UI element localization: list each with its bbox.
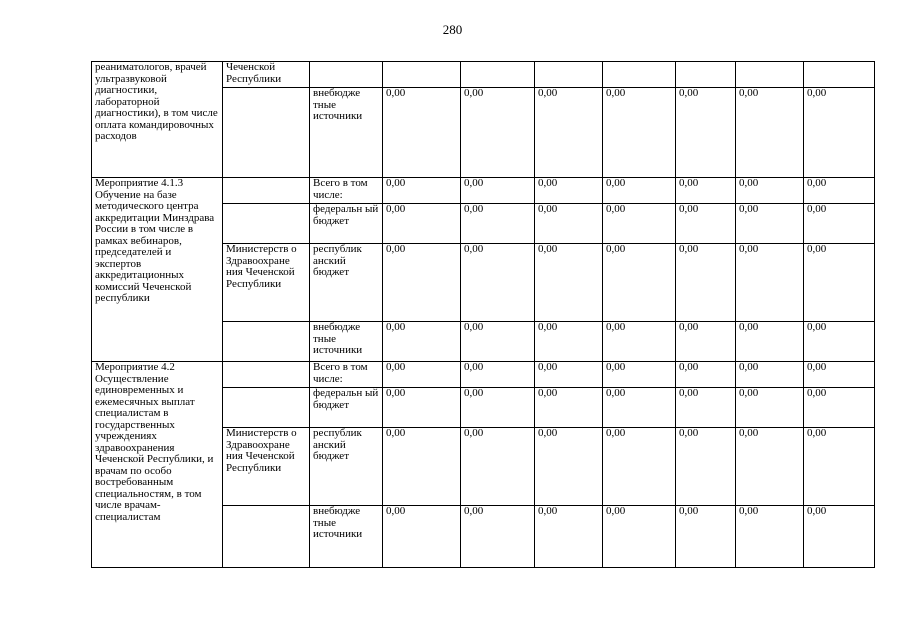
source-cell: Всего в том числе: (310, 178, 383, 204)
amount-cell: 0,00 (603, 388, 676, 428)
amount-cell: 0,00 (736, 362, 804, 388)
amount-cell: 0,00 (603, 178, 676, 204)
amount-cell: 0,00 (535, 506, 603, 568)
amount-cell: 0,00 (461, 178, 535, 204)
executor-cell: Министерств о Здравоохране ния Чеченской Республики (223, 428, 310, 506)
event-name-cell: реаниматологов, врачей ультразвуковой диагностики, лабораторной диагностики), в том числе оплата командировочных расходов (92, 62, 223, 178)
executor-cell (223, 178, 310, 204)
amount-cell: 0,00 (603, 204, 676, 244)
amount-cell: 0,00 (461, 244, 535, 322)
amount-cell (383, 62, 461, 88)
source-cell (310, 62, 383, 88)
amount-cell: 0,00 (676, 428, 736, 506)
amount-cell: 0,00 (676, 388, 736, 428)
executor-cell: Министерств о Здравоохране ния Чеченской Республики (223, 244, 310, 322)
amount-cell: 0,00 (736, 244, 804, 322)
amount-cell (603, 62, 676, 88)
amount-cell: 0,00 (676, 204, 736, 244)
amount-cell: 0,00 (383, 178, 461, 204)
source-cell: республик анский бюджет (310, 244, 383, 322)
amount-cell: 0,00 (804, 178, 875, 204)
amount-cell: 0,00 (461, 204, 535, 244)
amount-cell: 0,00 (535, 178, 603, 204)
amount-cell: 0,00 (383, 362, 461, 388)
amount-cell: 0,00 (804, 428, 875, 506)
amount-cell: 0,00 (383, 88, 461, 178)
amount-cell: 0,00 (603, 322, 676, 362)
amount-cell: 0,00 (383, 388, 461, 428)
amount-cell: 0,00 (676, 362, 736, 388)
amount-cell: 0,00 (535, 88, 603, 178)
amount-cell: 0,00 (535, 388, 603, 428)
budget-table (91, 61, 875, 568)
amount-cell: 0,00 (603, 506, 676, 568)
amount-cell: 0,00 (804, 388, 875, 428)
source-cell: Всего в том числе: (310, 362, 383, 388)
event-name-cell: Мероприятие 4.2 Осуществление единовременных и ежемесячных выплат специалистам в государственных учреждениях здравоохранения Чеченской Республики, и врачам по особо востребованным специальностям, в том числе врачам-специалистам (92, 362, 223, 568)
table-row (92, 362, 875, 388)
amount-cell: 0,00 (676, 178, 736, 204)
amount-cell: 0,00 (603, 88, 676, 178)
page-number: 280 (442, 22, 463, 37)
amount-cell: 0,00 (736, 322, 804, 362)
amount-cell: 0,00 (603, 244, 676, 322)
source-cell: внебюдже тные источники (310, 506, 383, 568)
amount-cell: 0,00 (535, 322, 603, 362)
source-cell: внебюдже тные источники (310, 88, 383, 178)
executor-cell (223, 204, 310, 244)
source-cell: республик анский бюджет (310, 428, 383, 506)
amount-cell: 0,00 (535, 362, 603, 388)
amount-cell: 0,00 (804, 322, 875, 362)
amount-cell: 0,00 (461, 322, 535, 362)
executor-cell: Чеченской Республики (223, 62, 310, 88)
amount-cell: 0,00 (736, 388, 804, 428)
amount-cell: 0,00 (535, 428, 603, 506)
amount-cell: 0,00 (383, 322, 461, 362)
amount-cell: 0,00 (383, 506, 461, 568)
amount-cell: 0,00 (804, 204, 875, 244)
executor-cell (223, 88, 310, 178)
amount-cell: 0,00 (736, 204, 804, 244)
amount-cell (804, 62, 875, 88)
executor-cell (223, 362, 310, 388)
amount-cell (461, 62, 535, 88)
amount-cell: 0,00 (461, 88, 535, 178)
executor-cell (223, 388, 310, 428)
amount-cell: 0,00 (736, 428, 804, 506)
amount-cell: 0,00 (804, 506, 875, 568)
source-cell: федеральн ый бюджет (310, 204, 383, 244)
amount-cell: 0,00 (535, 204, 603, 244)
amount-cell: 0,00 (461, 428, 535, 506)
amount-cell: 0,00 (461, 388, 535, 428)
amount-cell: 0,00 (535, 244, 603, 322)
source-cell: внебюдже тные источники (310, 322, 383, 362)
amount-cell: 0,00 (603, 428, 676, 506)
amount-cell: 0,00 (603, 362, 676, 388)
amount-cell: 0,00 (804, 88, 875, 178)
amount-cell: 0,00 (676, 322, 736, 362)
amount-cell: 0,00 (804, 244, 875, 322)
executor-cell (223, 322, 310, 362)
amount-cell: 0,00 (736, 88, 804, 178)
amount-cell (736, 62, 804, 88)
amount-cell: 0,00 (461, 362, 535, 388)
table-row (92, 178, 875, 204)
amount-cell: 0,00 (676, 244, 736, 322)
amount-cell: 0,00 (676, 506, 736, 568)
executor-cell (223, 506, 310, 568)
event-name-cell: Мероприятие 4.1.3 Обучение на базе методического центра аккредитации Минздрава России в том числе в рамках вебинаров, председателей и экспертов аккредитационных комиссий Чеченской республики (92, 178, 223, 362)
amount-cell: 0,00 (383, 428, 461, 506)
amount-cell: 0,00 (461, 506, 535, 568)
amount-cell: 0,00 (736, 506, 804, 568)
amount-cell: 0,00 (676, 88, 736, 178)
amount-cell: 0,00 (383, 204, 461, 244)
amount-cell: 0,00 (383, 244, 461, 322)
table-row (92, 62, 875, 88)
amount-cell: 0,00 (736, 178, 804, 204)
amount-cell: 0,00 (804, 362, 875, 388)
amount-cell (676, 62, 736, 88)
source-cell: федеральн ый бюджет (310, 388, 383, 428)
amount-cell (535, 62, 603, 88)
